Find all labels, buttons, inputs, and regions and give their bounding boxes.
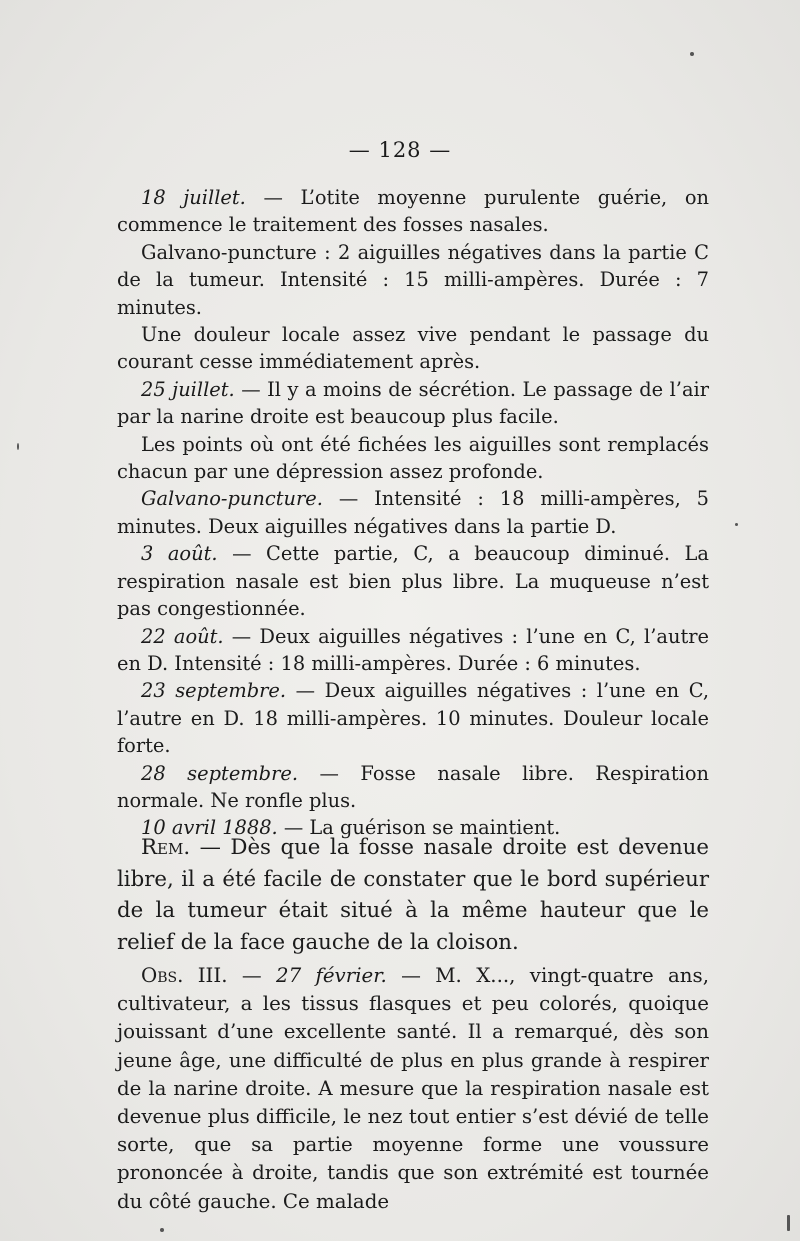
entry-text: — Cette partie, C, a beaucoup diminué. La respiration nasale est bien plus libre. La muqueuse n’est pas congestionnée.: [117, 542, 709, 621]
paper-speck: [690, 52, 694, 56]
entry-paragraph: [117, 760, 709, 815]
paper-speck: [735, 523, 738, 526]
entry-date: 28 septembre.: [141, 761, 299, 785]
entry-text: — Il y a moins de sécrétion. Le passage de l’air par la narine droite est beaucoup plus facile.: [117, 377, 709, 429]
entry-text: — Fosse nasale libre. Respiration normale. Ne ronfle plus.: [117, 761, 710, 812]
entry-text: — Deux aiguilles négatives : l’une en C, l’autre en D. 18 milli-ampères. 10 minutes. Douleur locale forte.: [117, 679, 710, 758]
observation-paragraph: Obs. III. — 27 février. — M. X..., vingt-quatre ans, cultivateur, a les tissus flasques et peu colorés, quoique jouissant d’une excellente santé. Il a remarqué, dès son jeune âge, une difficulté de plus en plus grande à respirer de la narine droite. A mesure que la respiration nasale est devenue plus difficile, le nez tout entier s’est dévié de telle sorte, que sa partie moyenne forme une voussure prononcée à droite, tandis que son extrémité est tournée du côté gauche. Ce malade: [117, 964, 709, 1213]
observation-text: — M. X..., vingt-quatre ans, cultivateur, a les tissus flasques et peu colorés, quoique jouissant d’une excellente santé. Il a remarqué, dès son jeune âge, une difficulté de plus en plus grande à respirer de la narine droite. A mesure que la respiration nasale est devenue plus difficile, le nez tout entier s’est dévié de telle sorte, que sa partie moyenne forme une voussure prononcée à droite, tandis que son extrémité est tournée du côté gauche. Ce malade: [117, 964, 709, 1213]
observation-section: [117, 962, 709, 1216]
remark-label: Rem.: [141, 835, 191, 860]
remark-paragraph: [117, 832, 709, 958]
entry-text: — La guérison se maintient.: [277, 816, 561, 840]
observation-label: Obs. III.: [141, 964, 228, 987]
entry-paragraph: [117, 184, 709, 239]
remark-text: — Dès que la fosse nasale droite est devenue libre, il a été facile de constater que le bord supérieur de la tumeur était situé à la même hauteur que le relief de la face gauche de la cloison.: [117, 835, 709, 955]
entry-paragraph: [117, 431, 709, 486]
paper-speck: [17, 443, 19, 450]
entry-date: 22 août.: [141, 624, 224, 648]
entry-date: 10 avril 1888.: [141, 816, 278, 840]
entry-paragraph: [117, 540, 709, 622]
entry-paragraph: [117, 485, 709, 540]
entry-text: Les points où ont été fichées les aiguilles sont remplacés chacun par une dépression assez profonde.: [117, 432, 709, 484]
entry-paragraph: [117, 376, 709, 431]
entry-text: — Intensité : 18 milli-ampères, 5 minutes. Deux aiguilles négatives dans la partie D.: [117, 487, 709, 538]
page-number: — 128 —: [348, 138, 452, 162]
entry-date: 25 juillet.: [141, 377, 235, 401]
paper-speck: [160, 1228, 164, 1232]
remark-section: [117, 832, 709, 958]
entry-text: — Deux aiguilles négatives : l’une en C, l’autre en D. Intensité : 18 milli-ampères. Durée : 6 minutes.: [117, 624, 709, 675]
paper-speck: [787, 1215, 790, 1231]
entry-text: — L’otite moyenne purulente guérie, on commence le traitement des fosses nasales.: [117, 186, 709, 237]
entry-text: Galvano-puncture : 2 aiguilles négatives dans la partie C de la tumeur. Intensité : 15 milli-ampères. Durée : 7 minutes.: [117, 240, 709, 319]
entry-date: 18 juillet.: [141, 186, 246, 209]
entry-paragraph: [117, 677, 709, 759]
entry-date: 3 août.: [141, 542, 218, 566]
entry-paragraph: [117, 623, 709, 678]
entry-paragraph: [117, 239, 709, 321]
observation-date: 27 février.: [276, 964, 387, 987]
entry-date: 23 septembre.: [141, 679, 287, 703]
entry-paragraph: [117, 321, 709, 376]
treatment-log: [117, 184, 709, 842]
entry-date: Galvano-puncture.: [141, 487, 323, 511]
entry-text: Une douleur locale assez vive pendant le passage du courant cesse immédiatement après.: [117, 323, 709, 374]
